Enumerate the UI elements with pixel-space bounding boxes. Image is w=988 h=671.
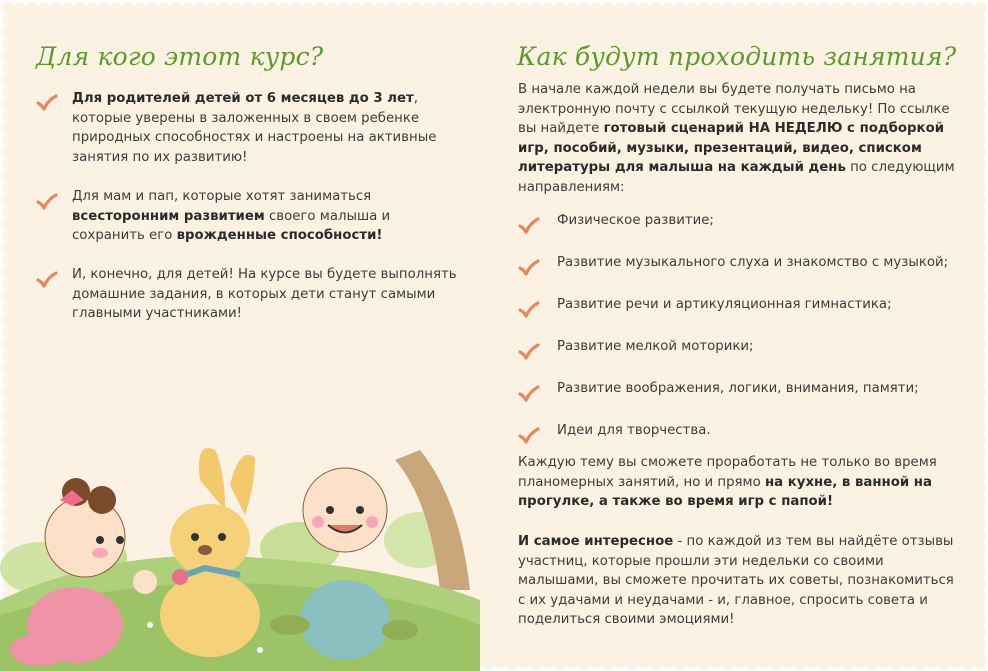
left-item-2: Для мам и пап, которые хотят заниматься всесторонним развитием своего малыша и сохранить его врожденные способности! [72, 189, 391, 244]
checkmark-icon [518, 385, 540, 403]
left-item-3: И, конечно, для детей! На курсе вы будете выполнять домашние задания, в которых дети станут самыми главными участниками! [72, 267, 457, 322]
direction-item: Физическое развитие; [557, 213, 714, 228]
left-heading: Для кого этот курс? [36, 42, 324, 71]
checkmark-icon [518, 427, 540, 445]
checkmark-icon [518, 217, 540, 235]
checkmark-icon [36, 94, 58, 112]
checkmark-icon [36, 271, 58, 289]
kitchen-paragraph: Каждую тему вы сможете проработать не только во время планомерных занятий, но и прямо на кухне, в ванной на прогулке, а также во время игр с папой! [518, 455, 937, 510]
direction-item: Развитие мелкой моторики; [557, 339, 754, 354]
interesting-paragraph: И самое интересное - по каждой из тем вы найдёте отзывы участниц, которые прошли эти недельки со своими малышами, вы сможете прочитать их советы, познакомиться с их удачами и неудачами - и, главное, спросить совета и поделиться своими эмоциями! [518, 534, 954, 628]
checkmark-icon [518, 301, 540, 319]
left-item-1: Для родителей детей от 6 месяцев до 3 лет, которые уверены в заложенных в своем ребенке природных способностях и настроены на активные занятия по их развитию! [72, 91, 437, 165]
checkmark-icon [518, 343, 540, 361]
direction-item: Развитие речи и артикуляционная гимнастика; [557, 297, 892, 312]
children-with-bunny-illustration [0, 440, 480, 671]
intro-paragraph: В начале каждой недели вы будете получать письмо на электронную почту с ссылкой текущую недельку! По ссылке вы найдете готовый сценарий НА НЕДЕЛЮ с подборкой игр, пособий, музыки, презентаций, видео, списком литературы для малыша на каждый день по следующим направлениям: [518, 82, 955, 195]
right-heading: Как будут проходить занятия? [517, 42, 957, 71]
checkmark-icon [518, 259, 540, 277]
direction-item: Идеи для творчества. [557, 423, 711, 438]
direction-item: Развитие музыкального слуха и знакомство с музыкой; [557, 255, 949, 270]
direction-item: Развитие воображения, логики, внимания, памяти; [557, 381, 919, 396]
checkmark-icon [36, 193, 58, 211]
